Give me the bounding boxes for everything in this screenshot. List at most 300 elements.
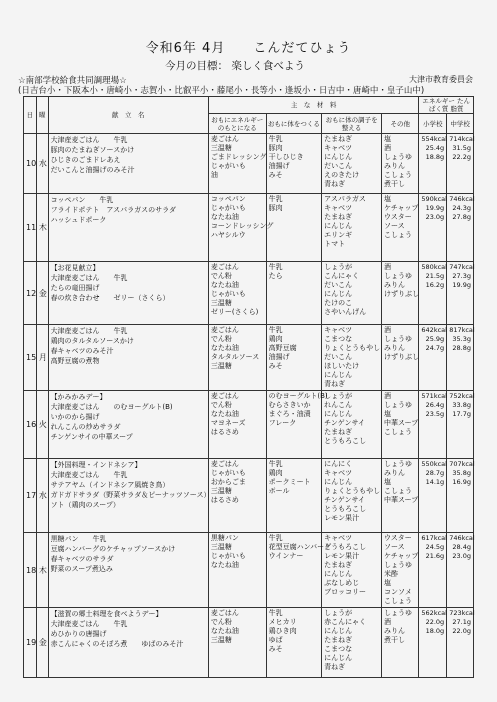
nutrition-value: 25.4g: [425, 144, 445, 152]
ingredient: フレーク: [268, 419, 297, 427]
nutrition-value: 27.3g: [452, 272, 471, 280]
day-cell: 15: [24, 325, 37, 391]
ingredient: にんじん: [324, 570, 353, 578]
other-header: その他: [382, 114, 419, 134]
ingredient: なたね油: [210, 410, 239, 418]
body-cell: [266, 325, 322, 391]
ingredient: みそ: [268, 362, 283, 370]
energy-cell: [208, 459, 266, 533]
ingredient: 鶏肉: [268, 469, 283, 477]
ingredient: 干しひじき: [268, 153, 304, 161]
page-title: 令和6年 4月 こんだてひょう: [145, 41, 352, 56]
nutrition-value: 21.6g: [425, 552, 445, 560]
ingredient: キャベツ: [324, 469, 353, 477]
nutrition-value: 746kcal: [449, 534, 475, 542]
ingredient: りょくとうもやし: [324, 344, 381, 352]
dish-name: ハッシュドポーク: [50, 216, 107, 224]
ingredient: 黒糖パン: [210, 534, 239, 542]
ingredient: のむヨーグルト(B): [268, 392, 328, 400]
ingredient: りょくとうもやし: [324, 487, 381, 495]
nutrition-value: 747kcal: [449, 263, 475, 271]
ingredient: じゃがいも: [210, 204, 246, 212]
ingredient: キャベツ: [324, 534, 353, 542]
dish-name: 春キャベツのサラダ: [50, 555, 114, 563]
nutrition-value: 19.9g: [452, 281, 471, 289]
ingredient: ほしいたけ: [324, 362, 360, 370]
ingredient: じゃがいも: [210, 290, 246, 298]
nutrition-value: 17.7g: [452, 410, 471, 418]
ingredient: 青ねぎ: [324, 380, 346, 388]
ingredient: キャベツ: [324, 144, 353, 152]
ingredient: みりん: [384, 627, 405, 635]
ingredient: こしょう: [384, 231, 412, 239]
ingredient: 牛乳: [268, 534, 283, 542]
dish-name: サテアヤム（インドネシア風焼き鳥）: [50, 481, 170, 489]
nutrition-value: 25.9g: [425, 335, 445, 343]
ingredient: たまねぎ: [324, 135, 353, 143]
ingredient: コッペパン: [210, 195, 246, 203]
nutrition-value: 27.8g: [452, 213, 471, 221]
ingredient: たけのこ: [324, 299, 353, 307]
ingredient: 三温糖: [210, 144, 232, 152]
nutrition-value: 16.9g: [452, 478, 471, 486]
middle-nutrition: [447, 194, 474, 262]
day-cell: 17: [24, 459, 37, 533]
middle-nutrition: [447, 533, 474, 608]
energy-cell: [208, 194, 274, 262]
dishes-cell: [48, 459, 211, 533]
energy-cell: [208, 262, 266, 325]
ingredient: だいこん: [324, 281, 353, 289]
nutrition-value: 550kcal: [421, 460, 447, 468]
body-header: おもに体をつくる: [266, 114, 322, 134]
dish-name: フライドポテト アスパラガスのサラダ: [50, 206, 177, 214]
nutrition-value: 35.8g: [452, 469, 471, 477]
ingredient: 牛乳: [268, 195, 283, 203]
ingredient: チンゲンサイ: [324, 419, 366, 427]
ingredient: こんにゃく: [324, 272, 360, 280]
nutrition-value: 642kcal: [421, 326, 447, 334]
other-cell: [382, 134, 419, 194]
ingredient: チンゲンサイ: [324, 496, 366, 504]
ingredient: 牛乳: [268, 326, 283, 334]
ingredient: 油揚げ: [268, 353, 290, 361]
condition-cell: [322, 459, 382, 533]
nutrition-value: 22.2g: [452, 153, 471, 161]
ingredient: だいこん: [324, 353, 353, 361]
ingredient: 鶏ひき肉: [268, 627, 297, 635]
dow-cell: 月: [36, 325, 48, 391]
day-cell: 11: [24, 194, 37, 262]
energy-header: おもにエネルギーのもとになる: [208, 114, 266, 134]
ingredient: しょうゆ: [384, 272, 412, 280]
dish-name: 野菜のスープ煮込み: [50, 565, 113, 573]
ingredient: 塩: [384, 410, 391, 418]
dish-name: チンゲンサイの中華スープ: [50, 433, 133, 441]
ingredient: にんじん: [324, 654, 353, 662]
ingredient: にんじん: [324, 153, 353, 161]
energy-cell: [208, 391, 266, 459]
condition-cell: [322, 533, 382, 608]
ingredient: 青ねぎ: [324, 180, 346, 188]
energy-cell: [208, 533, 266, 608]
energy-cell: [208, 325, 266, 391]
ingredient: じゃがいも: [210, 469, 246, 477]
body-cell: [266, 459, 322, 533]
ingredient: 豚肉: [268, 204, 283, 212]
ingredient: みそ: [268, 645, 283, 653]
other-cell: [382, 194, 419, 262]
nutrition-value: 562kcal: [421, 609, 447, 617]
dow-cell: 木: [36, 194, 48, 262]
nutrition-value: 28.8g: [452, 344, 471, 352]
menu-row: [24, 262, 474, 325]
day-cell: 18: [24, 533, 37, 608]
nutrition-value: 23.0g: [452, 552, 471, 560]
ingredient: ぶなしめじ: [324, 579, 360, 587]
ingredient: しょうゆ: [384, 153, 412, 161]
ingredient: はるさめ: [210, 496, 239, 504]
dish-name: いかのから揚げ: [50, 413, 100, 421]
nutrition-value: 18.8g: [425, 153, 445, 161]
day-cell: 12: [24, 262, 37, 325]
ingredient: ハヤシルウ: [210, 231, 246, 239]
dish-name: れんこんの炒めサラダ: [50, 423, 121, 431]
dish-name: ガドガドサラダ（野菜サラダ＆ピーナッツソース）: [50, 491, 211, 499]
day-cell: 19: [24, 608, 37, 678]
ingredient: でん粉: [210, 618, 232, 626]
ingredient: こしょう: [384, 428, 412, 436]
elementary-nutrition: [419, 194, 447, 262]
condition-cell: [322, 608, 382, 678]
middle-nutrition: [447, 134, 474, 194]
nutrition-value: 746kcal: [449, 195, 475, 203]
dish-name: ソト（鶏肉のスープ）: [50, 501, 120, 509]
ingredient: とうもろこし: [324, 505, 367, 513]
ingredient: たまねぎ: [324, 428, 353, 436]
dow-cell: 金: [36, 608, 48, 678]
ingredient: 酒: [384, 263, 391, 271]
body-cell: [266, 608, 322, 678]
board-name: 大津市教育委員会: [409, 75, 473, 84]
dish-name: 大津産麦ごはん のむヨーグルト(B): [50, 403, 173, 411]
other-cell: [382, 325, 419, 391]
ingredient: タルタルソース: [210, 353, 260, 361]
ingredient: 煮干し: [384, 636, 405, 644]
dow-cell: 金: [36, 262, 48, 325]
ingredient: けずりぶし: [384, 353, 419, 361]
day-cell: 16: [24, 391, 37, 459]
ingredient: コンソメ: [384, 588, 412, 596]
dish-name: 大津産麦ごはん 牛乳: [50, 471, 128, 479]
ingredient: なたね油: [210, 627, 239, 635]
ingredient: ウスター: [384, 534, 412, 542]
ingredient: しょうゆ: [384, 609, 412, 617]
dishes-cell: [48, 262, 208, 325]
elementary-nutrition: [419, 533, 447, 608]
ingredient: ゆば: [268, 636, 283, 644]
middle-nutrition: [447, 459, 474, 533]
ingredient: 塩: [384, 478, 391, 486]
ingredient: たまねぎ: [324, 636, 353, 644]
ingredient: 牛乳: [268, 135, 283, 143]
ingredient: 油揚げ: [268, 162, 290, 170]
dish-name: 大津産麦ごはん 牛乳: [50, 620, 128, 628]
ingredient: みりん: [384, 281, 405, 289]
ingredient: 麦ごはん: [210, 392, 239, 400]
ingredient: トマト: [324, 240, 346, 248]
ingredient: コーンドレッシング: [210, 222, 274, 230]
nutrition-value: 33.8g: [452, 401, 471, 409]
condition-cell: [322, 134, 382, 194]
nutrition-value: 21.5g: [425, 272, 445, 280]
nutrition-value: 18.0g: [425, 627, 445, 635]
body-cell: [266, 533, 332, 608]
elementary-nutrition: [419, 262, 447, 325]
nutrition-value: 23.0g: [425, 213, 445, 221]
ingredient: ゼリー(さくら): [210, 308, 259, 316]
ingredient: えのきたけ: [324, 171, 360, 179]
condition-cell: [322, 325, 382, 391]
nutrition-value: 554kcal: [421, 135, 447, 143]
menu-body: [24, 134, 474, 678]
ingredient: しょうゆ: [384, 561, 412, 569]
nutrition-value: 714kcal: [449, 135, 475, 143]
ingredient: 油: [210, 171, 218, 179]
ingredient: 牛乳: [268, 460, 283, 468]
dish-name: 豆腐ハンバーグのケチャップソースかけ: [50, 545, 176, 553]
ingredient: だいこん: [324, 162, 353, 170]
ingredient: 塩: [384, 579, 391, 587]
dow-cell: 木: [36, 533, 48, 608]
ingredient: でん粉: [210, 272, 232, 280]
ingredient: にんじん: [324, 410, 353, 418]
menu-table: [23, 96, 474, 678]
ingredient: 酒: [384, 618, 391, 626]
menu-row: [24, 459, 474, 533]
dish-name: 春の炊き合わせ ゼリー（さくら）: [50, 294, 170, 302]
elementary-nutrition: [419, 459, 447, 533]
nutrition-value: 22.0g: [452, 627, 471, 635]
other-cell: [382, 391, 419, 459]
ingredient: ソース: [384, 543, 405, 551]
nutrition-value: 571kcal: [421, 392, 447, 400]
ingredient: メヒカリ: [268, 618, 297, 626]
ingredient: 鶏肉: [268, 335, 283, 343]
dish-name: 高野豆腐の煮物: [50, 357, 100, 365]
menu-row: [24, 325, 474, 391]
ingredient: にんじん: [324, 627, 353, 635]
nutrition-value: 24.3g: [452, 204, 471, 212]
nutrition-value: 817kcal: [449, 326, 475, 334]
menu-row: [24, 134, 474, 194]
ingredient: 牛乳: [268, 263, 283, 271]
dishes-cell: [48, 134, 208, 194]
nutrition-header: エネルギー たんぱく質 脂質: [419, 97, 474, 114]
ingredient: なたね油: [210, 561, 239, 569]
dish-name: コッペパン 牛乳: [50, 196, 114, 204]
ingredient: 米酢: [384, 570, 398, 578]
middle-nutrition: [447, 391, 474, 459]
ingredient: 三温糖: [210, 636, 232, 644]
ingredient: 赤こんにゃく: [324, 618, 367, 626]
ingredient: しょうゆ: [384, 401, 412, 409]
day-header: 日: [24, 97, 37, 134]
nutrition-value: 22.0g: [425, 618, 445, 626]
nutrition-value: 24.7g: [425, 344, 445, 352]
dow-header: 曜: [36, 97, 48, 134]
elementary-nutrition: [419, 325, 447, 391]
ingredient: れんこん: [324, 401, 353, 409]
dish-name: ひじきのごまドレあえ: [50, 156, 121, 164]
dish-name: たらの竜田揚げ: [50, 284, 100, 292]
goal-text: 楽しく食べよう: [231, 60, 305, 72]
dish-name: 赤こんにゃくのそぼろ煮 ゆばのみそ汁: [50, 640, 184, 648]
nutrition-value: 723kcal: [449, 609, 475, 617]
condition-cell: [322, 391, 382, 459]
dish-name: 黒糖パン 牛乳: [50, 535, 107, 543]
ingredient: 塩: [384, 195, 391, 203]
ingredient: にんじん: [324, 290, 353, 298]
ingredient: 三温糖: [210, 362, 232, 370]
ingredient: たまねぎ: [324, 213, 353, 221]
ingredient: ケチャップ: [384, 552, 419, 560]
dishes-cell: [48, 325, 208, 391]
condition-cell: [322, 194, 382, 262]
dish-name: めひかりの唐揚げ: [50, 630, 107, 638]
ingredient: キャベツ: [324, 204, 353, 212]
dish-name: 鶏肉のタルタルソースかけ: [50, 337, 134, 345]
dish-name: 春キャベツのみそ汁: [50, 347, 114, 355]
ingredients-header: 主 な 材 料: [208, 97, 419, 114]
nutrition-value: 24.5g: [425, 543, 445, 551]
dow-cell: 水: [36, 459, 48, 533]
dishes-cell: [48, 391, 208, 459]
other-cell: [382, 608, 419, 678]
ingredient: 三温糖: [210, 543, 232, 551]
nutrition-value: 28.4g: [452, 543, 471, 551]
other-cell: [382, 533, 419, 608]
school-list: (日吉台小・下阪本小・唐崎小・志賀小・比叡平小・藤尾小・長等小・逢坂小・日吉中・唐崎中・皇子山中): [18, 86, 425, 96]
ingredient: にんじん: [324, 371, 353, 379]
other-cell: [382, 262, 419, 325]
ingredient: おからごま: [210, 478, 246, 486]
ingredient: 麦ごはん: [210, 609, 239, 617]
ingredient: けずりぶし: [384, 290, 419, 298]
dow-cell: 水: [36, 134, 48, 194]
ingredient: こまつな: [324, 335, 353, 343]
dish-name: 【かみかみデー】: [50, 393, 107, 401]
ingredient: マヨネーズ: [210, 419, 246, 427]
nutrition-value: 590kcal: [421, 195, 447, 203]
dish-name: だいこんと油揚げのみそ汁: [50, 166, 135, 174]
ingredient: こしょう: [384, 487, 412, 495]
ingredient: みりん: [384, 469, 405, 477]
ingredient: 酒: [384, 144, 391, 152]
nutrition-value: 16.2g: [425, 281, 445, 289]
nutrition-value: 707kcal: [449, 460, 475, 468]
day-cell: 10: [24, 134, 37, 194]
ingredient: ボール: [268, 487, 290, 495]
ingredient: ポークミート: [268, 478, 311, 486]
dish-name: 【外国料理・インドネシア】: [50, 461, 142, 469]
middle-header: 中学校: [447, 114, 474, 134]
elementary-nutrition: [419, 608, 447, 678]
goal-label: 今月の目標：: [165, 60, 228, 72]
nutrition-value: 580kcal: [421, 263, 447, 271]
ingredient: なたね油: [210, 281, 239, 289]
ingredient: こしょう: [384, 597, 412, 605]
ingredient: にんじん: [324, 222, 353, 230]
ingredient: 酒: [384, 392, 391, 400]
middle-nutrition: [447, 262, 474, 325]
ingredient: 麦ごはん: [210, 263, 239, 271]
ingredient: なたね油: [210, 344, 239, 352]
menu-row: [24, 391, 474, 459]
ingredient: エリンギ: [324, 231, 353, 239]
ingredient: 麦ごはん: [210, 135, 239, 143]
middle-nutrition: [447, 608, 474, 678]
nutrition-value: 19.9g: [425, 204, 445, 212]
monthly-goal: [165, 58, 305, 73]
dish-name: 【お花見献立】: [50, 264, 100, 272]
ingredient: じゃがいも: [210, 162, 246, 170]
body-cell: [266, 391, 328, 459]
ingredient: ごまドレッシング: [210, 153, 267, 161]
nutrition-value: 35.3g: [452, 335, 471, 343]
ingredient: 麦ごはん: [210, 460, 239, 468]
body-cell: [266, 134, 322, 194]
ingredient: じゃがいも: [210, 552, 246, 560]
ingredient: たら: [268, 272, 283, 280]
ingredient: レモン果汁: [324, 514, 360, 522]
ingredient: 酒: [384, 326, 391, 334]
ingredient: アスパラガス: [324, 195, 366, 203]
dishes-cell: [48, 194, 208, 262]
energy-cell: [208, 608, 266, 678]
ingredient: 豚肉: [268, 144, 283, 152]
energy-cell: [208, 134, 266, 194]
ingredient: ウインナー: [268, 552, 304, 560]
ingredient: にんにく: [324, 460, 353, 468]
ingredient: むらさきいか: [268, 401, 311, 409]
dishes-header: 献 立 名: [48, 97, 208, 134]
ingredient: 麦ごはん: [210, 326, 239, 334]
nutrition-value: 26.4g: [425, 401, 445, 409]
middle-nutrition: [447, 325, 474, 391]
dow-cell: 火: [36, 391, 48, 459]
ingredient: 三温糖: [210, 299, 232, 307]
ingredient: 花型豆腐ハンバーグ: [268, 543, 332, 551]
ingredient: 三温糖: [210, 487, 232, 495]
ingredient: でん粉: [210, 401, 232, 409]
menu-row: [24, 608, 474, 678]
elementary-nutrition: [419, 134, 447, 194]
ingredient: 塩: [384, 135, 391, 143]
elementary-header: 小学校: [419, 114, 447, 134]
ingredient: まぐろ・油漬: [268, 410, 311, 418]
ingredient: 高野豆腐: [268, 344, 297, 352]
menu-row: [24, 194, 474, 262]
nutrition-value: 23.5g: [425, 410, 445, 418]
dishes-cell: [48, 533, 208, 608]
ingredient: 中華スープ: [384, 496, 419, 504]
ingredient: ブロッコリー: [324, 588, 367, 596]
body-cell: [266, 194, 322, 262]
ingredient: こまつな: [324, 645, 353, 653]
dish-name: 【滋賀の郷土料理を食べようデー】: [50, 610, 163, 618]
ingredient: ソース: [384, 222, 405, 230]
